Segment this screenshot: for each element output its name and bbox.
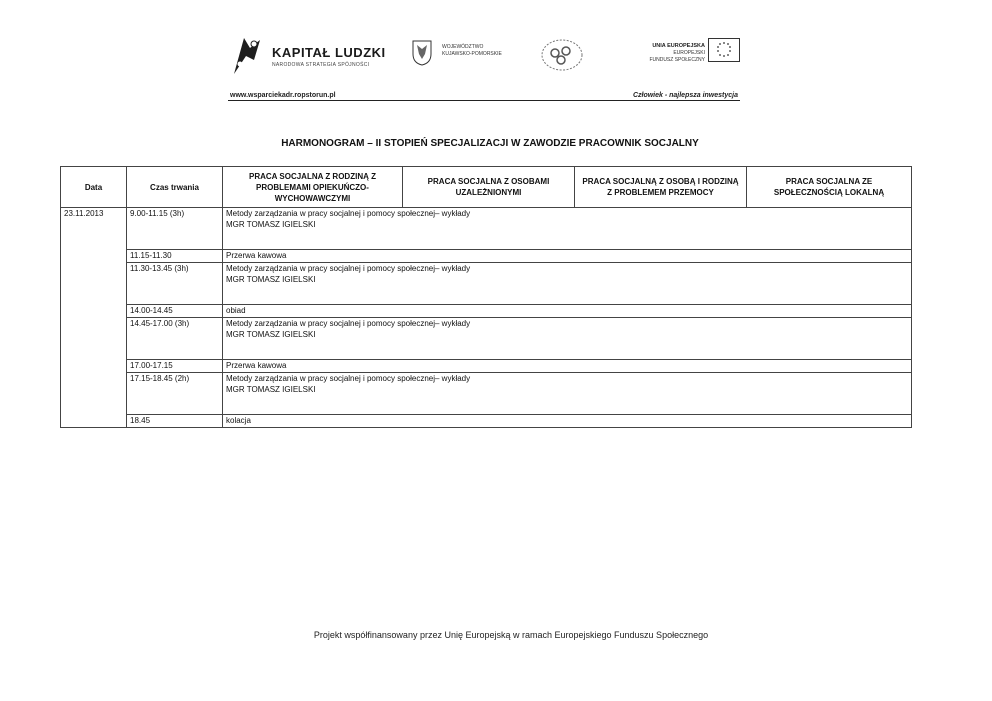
activity-cell: Przerwa kawowa xyxy=(223,250,912,263)
eu-line-2: EUROPEJSKI xyxy=(673,50,705,56)
table-row xyxy=(61,373,912,415)
activity-text: Metody zarządzania w pracy socjalnej i pomocy społecznej– wykłady xyxy=(226,319,471,328)
time-cell: 11.30-13.45 (3h) xyxy=(127,263,223,305)
region-line-1: WOJEWÓDZTWO xyxy=(442,44,484,50)
region-crest-icon xyxy=(412,40,432,66)
activity-cell xyxy=(223,318,912,360)
time-cell: 17.00-17.15 xyxy=(127,360,223,373)
speaker-name: MGR TOMASZ IGIELSKI xyxy=(226,220,316,229)
banner-url: www.wsparciekadr.ropstorun.pl xyxy=(230,92,336,99)
date-cell: 23.11.2013 xyxy=(61,208,127,428)
eu-flag-icon xyxy=(708,38,740,62)
time-cell: 11.15-11.30 xyxy=(127,250,223,263)
eu-line-3: FUNDUSZ SPOŁECZNY xyxy=(649,57,705,63)
table-row xyxy=(61,250,912,263)
rops-seal-icon xyxy=(540,38,584,72)
time-cell: 9.00-11.15 (3h) xyxy=(127,208,223,250)
speaker-name: MGR TOMASZ IGIELSKI xyxy=(226,275,316,284)
header-specialization-4: PRACA SOCJALNA ZE SPOŁECZNOŚCIĄ LOKALNĄ xyxy=(747,167,912,208)
header-date: Data xyxy=(61,167,127,208)
table-row xyxy=(61,318,912,360)
document-title: HARMONOGRAM – II STOPIEŃ SPECJALIZACJI W ZAWODZIE PRACOWNIK SOCJALNY xyxy=(281,138,699,149)
speaker-name: MGR TOMASZ IGIELSKI xyxy=(226,330,316,339)
time-cell: 18.45 xyxy=(127,415,223,428)
time-cell: 14.00-14.45 xyxy=(127,305,223,318)
logo-subtitle: NARODOWA STRATEGIA SPÓJNOŚCI xyxy=(272,62,370,68)
activity-text: Metody zarządzania w pracy socjalnej i pomocy społecznej– wykłady xyxy=(226,264,471,273)
activity-cell: obiad xyxy=(223,305,912,318)
footer-note: Projekt współfinansowany przez Unię Europejską w ramach Europejskiego Funduszu Społecznego xyxy=(313,630,709,640)
activity-cell xyxy=(223,208,912,250)
schedule-table xyxy=(60,166,912,428)
time-cell: 17.15-18.45 (2h) xyxy=(127,373,223,415)
header-specialization-1: PRACA SOCJALNA Z RODZINĄ Z PROBLEMAMI OPIEKUŃCZO-WYCHOWAWCZYMI xyxy=(223,167,403,208)
activity-cell: Przerwa kawowa xyxy=(223,360,912,373)
banner-divider xyxy=(228,100,740,101)
activity-cell: kolacja xyxy=(223,415,912,428)
table-row xyxy=(61,208,912,250)
table-header-row xyxy=(61,167,912,208)
header-specialization-2: PRACA SOCJALNA Z OSOBAMI UZALEŻNIONYMI xyxy=(403,167,575,208)
time-cell: 14.45-17.00 (3h) xyxy=(127,318,223,360)
activity-text: Metody zarządzania w pracy socjalnej i pomocy społecznej– wykłady xyxy=(226,374,471,383)
header-specialization-3: PRACA SOCJALNĄ Z OSOBĄ I RODZINĄ Z PROBLEMEM PRZEMOCY xyxy=(575,167,747,208)
eu-line-1: UNIA EUROPEJSKA xyxy=(652,43,705,49)
speaker-name: MGR TOMASZ IGIELSKI xyxy=(226,385,316,394)
activity-cell xyxy=(223,373,912,415)
activity-cell xyxy=(223,263,912,305)
table-row xyxy=(61,415,912,428)
table-row xyxy=(61,263,912,305)
header-duration: Czas trwania xyxy=(127,167,223,208)
kapital-ludzki-logo-icon xyxy=(232,34,262,76)
table-row xyxy=(61,360,912,373)
activity-text: Metody zarządzania w pracy socjalnej i pomocy społecznej– wykłady xyxy=(226,209,471,218)
banner-motto: Człowiek - najlepsza inwestycja xyxy=(632,92,738,99)
logo-title: KAPITAŁ LUDZKI xyxy=(272,45,386,60)
region-line-2: KUJAWSKO-POMORSKIE xyxy=(442,51,502,57)
header-banner xyxy=(228,30,740,106)
table-row xyxy=(61,305,912,318)
